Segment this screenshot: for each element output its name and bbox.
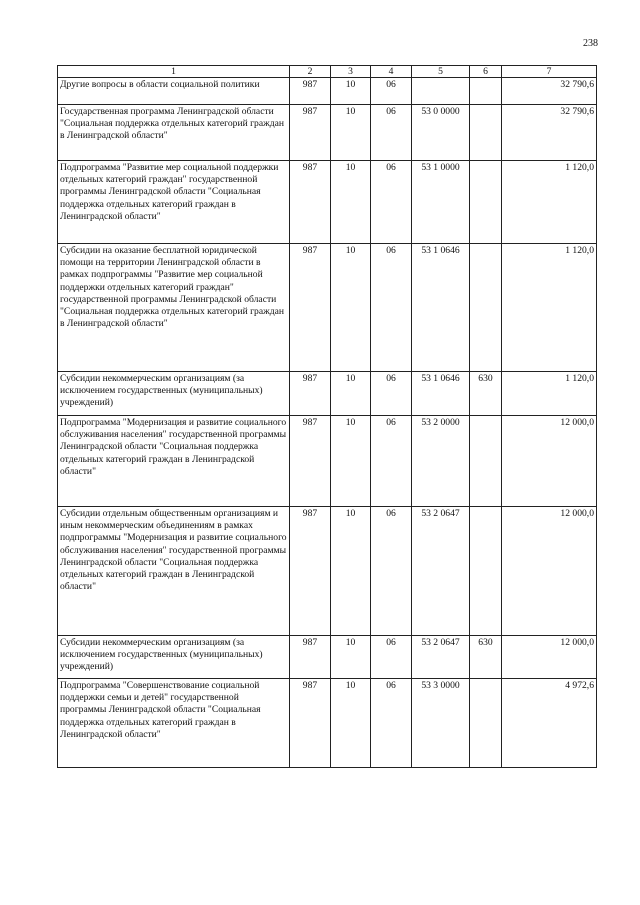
row-target: 53 3 0000 [412, 679, 470, 768]
row-section: 10 [331, 507, 371, 636]
table-row [58, 161, 597, 244]
row-amount: 4 972,6 [502, 679, 597, 768]
row-target: 53 2 0000 [412, 416, 470, 507]
budget-table [57, 65, 597, 768]
row-exp-type [470, 78, 502, 105]
row-target: 53 2 0647 [412, 636, 470, 679]
row-subsection: 06 [371, 507, 412, 636]
row-exp-type [470, 416, 502, 507]
row-amount: 12 000,0 [502, 416, 597, 507]
row-exp-type: 630 [470, 636, 502, 679]
row-name: Подпрограмма "Модернизация и развитие социального обслуживания населения" государственной программы Ленинградской области "Социальная поддержка отдельных категорий граждан в Ленинградской области" [58, 416, 290, 507]
row-target: 53 0 0000 [412, 105, 470, 161]
row-subsection: 06 [371, 105, 412, 161]
table-row [58, 507, 597, 636]
row-amount: 1 120,0 [502, 244, 597, 372]
row-section: 10 [331, 636, 371, 679]
row-target: 53 1 0646 [412, 244, 470, 372]
row-target [412, 78, 470, 105]
row-exp-type [470, 679, 502, 768]
row-subsection: 06 [371, 78, 412, 105]
row-section: 10 [331, 244, 371, 372]
row-admin: 987 [290, 507, 331, 636]
row-section: 10 [331, 679, 371, 768]
row-section: 10 [331, 105, 371, 161]
row-subsection: 06 [371, 372, 412, 416]
row-admin: 987 [290, 372, 331, 416]
row-amount: 32 790,6 [502, 105, 597, 161]
row-subsection: 06 [371, 679, 412, 768]
row-exp-type: 630 [470, 372, 502, 416]
row-exp-type [470, 161, 502, 244]
row-subsection: 06 [371, 244, 412, 372]
table-row [58, 372, 597, 416]
row-admin: 987 [290, 78, 331, 105]
table-row [58, 244, 597, 372]
row-section: 10 [331, 372, 371, 416]
row-section: 10 [331, 78, 371, 105]
row-name: Подпрограмма "Совершенствование социальной поддержки семьи и детей" государственной программы Ленинградской области "Социальная поддержка отдельных категорий граждан в Ленинградской области" [58, 679, 290, 768]
row-target: 53 1 0000 [412, 161, 470, 244]
row-section: 10 [331, 161, 371, 244]
table-row [58, 679, 597, 768]
row-exp-type [470, 244, 502, 372]
row-admin: 987 [290, 161, 331, 244]
row-name: Подпрограмма "Развитие мер социальной поддержки отдельных категорий граждан" государственной программы Ленинградской области "Социальная поддержка отдельных категорий граждан в Ленинградской области" [58, 161, 290, 244]
row-name: Субсидии на оказание бесплатной юридической помощи на территории Ленинградской области в рамках подпрограммы "Развитие мер социальной поддержки отдельных категорий граждан" государственной программы Ленинградской области "Социальная поддержка отдельных категорий граждан в Ленинградской области" [58, 244, 290, 372]
row-name: Другие вопросы в области социальной политики [58, 78, 290, 105]
row-admin: 987 [290, 105, 331, 161]
table-row [58, 78, 597, 105]
row-exp-type [470, 507, 502, 636]
table-row [58, 416, 597, 507]
row-admin: 987 [290, 244, 331, 372]
row-target: 53 1 0646 [412, 372, 470, 416]
row-section: 10 [331, 416, 371, 507]
row-amount: 12 000,0 [502, 507, 597, 636]
header-cell: 6 [470, 66, 502, 78]
row-target: 53 2 0647 [412, 507, 470, 636]
row-name: Государственная программа Ленинградской области "Социальная поддержка отдельных категорий граждан в Ленинградской области" [58, 105, 290, 161]
row-amount: 32 790,6 [502, 78, 597, 105]
row-subsection: 06 [371, 416, 412, 507]
header-cell: 2 [290, 66, 331, 78]
row-name: Субсидии отдельным общественным организациям и иным некоммерческим объединениям в рамках подпрограммы "Модернизация и развитие социального обслуживания населения" государственной программы Ленинградской области "Социальная поддержка отдельных категорий граждан в Ленинградской области" [58, 507, 290, 636]
row-admin: 987 [290, 636, 331, 679]
row-amount: 1 120,0 [502, 161, 597, 244]
row-admin: 987 [290, 416, 331, 507]
header-cell: 1 [58, 66, 290, 78]
header-cell: 5 [412, 66, 470, 78]
header-row [58, 66, 597, 78]
table-row [58, 105, 597, 161]
row-amount: 12 000,0 [502, 636, 597, 679]
row-name: Субсидии некоммерческим организациям (за исключением государственных (муниципальных) учреждений) [58, 636, 290, 679]
header-cell: 4 [371, 66, 412, 78]
header-cell: 7 [502, 66, 597, 78]
row-exp-type [470, 105, 502, 161]
table-row [58, 636, 597, 679]
row-admin: 987 [290, 679, 331, 768]
row-name: Субсидии некоммерческим организациям (за исключением государственных (муниципальных) учреждений) [58, 372, 290, 416]
row-amount: 1 120,0 [502, 372, 597, 416]
row-subsection: 06 [371, 636, 412, 679]
row-subsection: 06 [371, 161, 412, 244]
header-cell: 3 [331, 66, 371, 78]
page-number: 238 [583, 38, 598, 49]
